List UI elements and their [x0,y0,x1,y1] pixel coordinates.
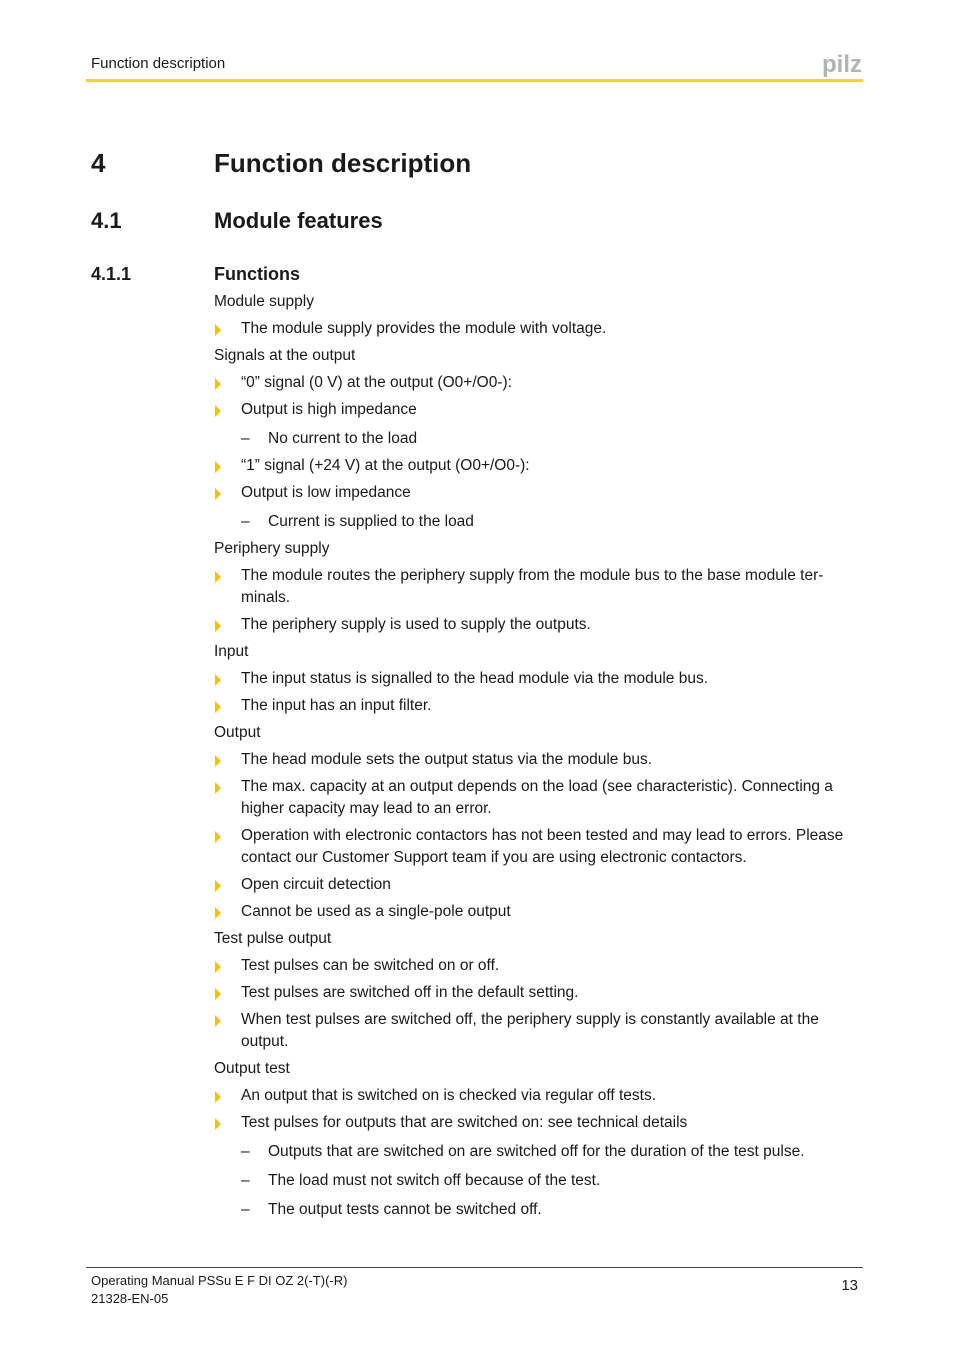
sub-list-item [214,511,859,533]
dash-icon: – [241,1172,250,1189]
list-item [214,874,859,896]
list-item-text: The input status is signalled to the head module via the module bus. [241,670,709,687]
list-item-text: When test pulses are switched off, the periphery supply is constantly available at the output. [241,1011,819,1050]
chapter-number: 4 [91,148,106,178]
list-item [214,901,859,923]
section-title: Module features [214,208,383,233]
list-item-text: The periphery supply is used to supply the outputs. [241,616,591,633]
dash-icon: – [241,513,250,530]
list-item [214,825,859,869]
list-item [214,399,859,421]
triangle-right-icon [215,378,221,390]
list-item [214,776,859,820]
dash-icon: – [241,430,250,447]
triangle-right-icon [215,907,221,919]
triangle-right-icon [215,405,221,417]
list-item-text: The output tests cannot be switched off. [268,1201,542,1218]
list-item [214,1112,859,1134]
triangle-right-icon [215,461,221,473]
list-item-text: Test pulses are switched off in the default setting. [241,984,579,1001]
list-item-text: The load must not switch off because of the test. [268,1172,601,1189]
list-item-text: The input has an input filter. [241,697,432,714]
list-item [214,955,859,977]
triangle-right-icon [215,571,221,583]
list-item-text: “0” signal (0 V) at the output (O0+/O0-): [241,374,512,391]
list-item [214,482,859,504]
running-header: Function description [91,55,226,72]
sub-list-item [214,428,859,450]
chapter-title: Function description [214,148,472,178]
triangle-right-icon [215,701,221,713]
group-title: Test pulse output [214,930,332,947]
group-title: Signals at the output [214,347,356,364]
sub-list-item [214,1141,859,1163]
group-title: Input [214,643,249,660]
svg-text:pilz: pilz [822,51,862,77]
list-item-text: Test pulses can be switched on or off. [241,957,500,974]
functions-content [214,291,859,1221]
list-item-text: Outputs that are switched on are switched off for the duration of the test pulse. [268,1143,805,1160]
list-item [214,372,859,394]
list-item [214,695,859,717]
list-item-text: The max. capacity at an output depends on the load (see characteristic). Connecting a higher capacity may lead to an error. [241,778,833,817]
triangle-right-icon [215,1118,221,1130]
list-item-text: No current to the load [268,430,418,447]
triangle-right-icon [215,674,221,686]
list-item-text: Open circuit detection [241,876,391,893]
list-item [214,668,859,690]
dash-icon: – [241,1201,250,1218]
triangle-right-icon [215,782,221,794]
footer-doc-number: 21328-EN-05 [91,1291,169,1306]
group-title: Module supply [214,293,314,310]
sub-list-item [214,1199,859,1221]
footer-manual-title: Operating Manual PSSu E F DI OZ 2(-T)(-R) [91,1273,348,1288]
list-item [214,614,859,636]
triangle-right-icon [215,488,221,500]
triangle-right-icon [215,880,221,892]
footer-rule [86,1267,863,1268]
triangle-right-icon [215,961,221,973]
list-item [214,318,859,340]
list-item-text: Test pulses for outputs that are switched on: see technical details [241,1114,688,1131]
subsection-title: Functions [214,264,300,284]
subsection-number: 4.1.1 [91,264,132,284]
list-item-text: Output is high impedance [241,401,417,418]
list-item [214,749,859,771]
group-title: Output [214,724,261,741]
list-item-text: Output is low impedance [241,484,411,501]
pilz-logo [822,51,864,77]
list-item-text: The head module sets the output status via the module bus. [241,751,653,768]
list-item [214,1009,859,1053]
dash-icon: – [241,1143,250,1160]
triangle-right-icon [215,620,221,632]
list-item [214,455,859,477]
page-number: 13 [841,1277,858,1294]
list-item [214,565,859,609]
header-rule [86,79,863,82]
list-item-text: Operation with electronic contactors has not been tested and may lead to errors. Please contact our Customer Support team if you are using electronic contactors. [241,827,844,866]
triangle-right-icon [215,1015,221,1027]
list-item-text: An output that is switched on is checked via regular off tests. [241,1087,656,1104]
group-title: Output test [214,1060,290,1077]
list-item-text: Current is supplied to the load [268,513,474,530]
list-item [214,982,859,1004]
list-item-text: The module routes the periphery supply from the module bus to the base module ter- minals. [241,567,824,606]
list-item-text: “1” signal (+24 V) at the output (O0+/O0-): [241,457,530,474]
list-item-text: The module supply provides the module with voltage. [241,320,607,337]
section-number: 4.1 [91,208,122,233]
triangle-right-icon [215,755,221,767]
group-title: Periphery supply [214,540,330,557]
list-item-text: Cannot be used as a single-pole output [241,903,511,920]
sub-list-item [214,1170,859,1192]
triangle-right-icon [215,831,221,843]
triangle-right-icon [215,1091,221,1103]
triangle-right-icon [215,988,221,1000]
triangle-right-icon [215,324,221,336]
list-item [214,1085,859,1107]
